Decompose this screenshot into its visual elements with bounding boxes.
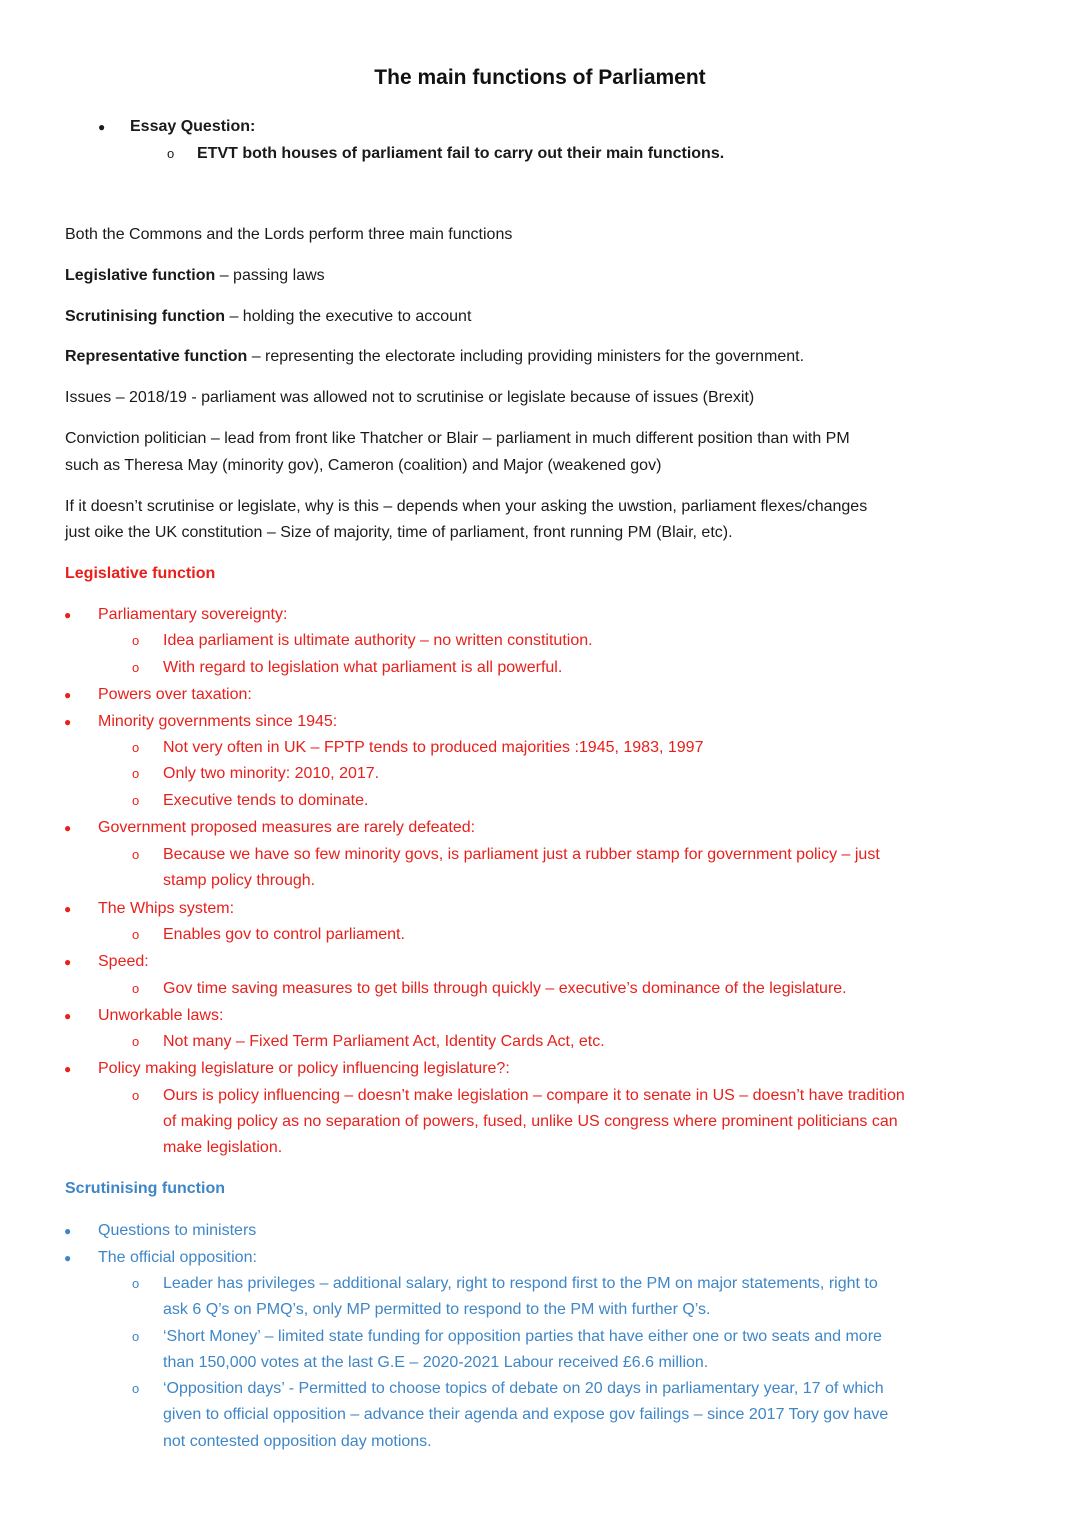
bullet-icon: ● <box>64 902 72 916</box>
bullet-icon: ● <box>64 1251 72 1265</box>
functions-intro: Both the Commons and the Lords perform three main functions <box>65 226 513 243</box>
legislative-point-6-sub-1: Gov time saving measures to get bills through quickly – executive’s dominance of the legislature. <box>163 980 847 997</box>
legislative-point-5: The Whips system: <box>98 900 235 917</box>
bullet-icon: ● <box>64 1224 72 1238</box>
legislative-point-5-sub-1: Enables gov to control parliament. <box>163 926 405 943</box>
bullet-icon: ● <box>64 688 72 702</box>
conviction-line-1: Conviction politician – lead from front like Thatcher or Blair – parliament in much different position than with PM <box>65 430 850 447</box>
legislative-point-4-sub-1-line-2: stamp policy through. <box>163 872 316 889</box>
legislative-point-1-sub-1: Idea parliament is ultimate authority – no written constitution. <box>163 632 593 649</box>
legislative-point-8-sub-1-line-3: make legislation. <box>163 1139 283 1156</box>
sub-bullet-icon: o <box>132 793 140 808</box>
scrutinising-point-1: Questions to ministers <box>98 1222 257 1239</box>
sub-bullet-icon: o <box>132 1329 140 1344</box>
legislative-point-7: Unworkable laws: <box>98 1007 224 1024</box>
legislative-point-1: Parliamentary sovereignty: <box>98 606 288 623</box>
issues-paragraph: Issues – 2018/19 - parliament was allowed not to scrutinise or legislate because of issues (Brexit) <box>65 389 755 406</box>
essay-label: Essay Question: <box>130 118 256 135</box>
legislative-point-3: Minority governments since 1945: <box>98 713 338 730</box>
scrutinise-line-1: If it doesn’t scrutinise or legislate, why is this – depends when your asking the uwstion, parliament flexes/changes <box>65 498 868 515</box>
sub-bullet-icon: o <box>132 927 140 942</box>
legislative-point-8-sub-1-line-1: Ours is policy influencing – doesn’t make legislation – compare it to senate in US – doesn’t have tradition <box>163 1087 905 1104</box>
sub-bullet-icon: o <box>132 766 140 781</box>
legislative-point-6: Speed: <box>98 953 149 970</box>
representative-def: – representing the electorate including providing ministers for the government. <box>247 348 805 365</box>
bullet-icon: ● <box>64 715 72 729</box>
bullet-icon: ● <box>64 608 72 622</box>
legislative-point-3-sub-2: Only two minority: 2010, 2017. <box>163 765 380 782</box>
scrutinise-line-2: just oike the UK constitution – Size of majority, time of parliament, front running PM (Blair, etc). <box>65 524 733 541</box>
sub-bullet-icon: o <box>132 1381 140 1396</box>
legislative-point-8-sub-1-line-2: of making policy as no separation of powers, fused, unlike US congress where prominent politicians can <box>163 1113 898 1130</box>
opposition-sub-3-line-3: not contested opposition day motions. <box>163 1433 432 1450</box>
scrutinising-def: – holding the executive to account <box>225 308 472 325</box>
sub-bullet-icon: o <box>132 633 140 648</box>
legislative-point-3-sub-1: Not very often in UK – FPTP tends to produced majorities :1945, 1983, 1997 <box>163 739 704 756</box>
opposition-sub-1-line-2: ask 6 Q’s on PMQ’s, only MP permitted to respond to the PM with further Q’s. <box>163 1301 711 1318</box>
legislative-term: Legislative function <box>65 267 216 284</box>
conviction-line-2: such as Theresa May (minority gov), Cameron (coalition) and Major (weakened gov) <box>65 457 662 474</box>
sub-bullet-icon: o <box>132 660 140 675</box>
page-title: The main functions of Parliament <box>374 66 706 89</box>
sub-bullet-icon: o <box>132 981 140 996</box>
bullet-icon: ● <box>64 1009 72 1023</box>
sub-bullet-icon: o <box>132 847 140 862</box>
opposition-sub-2-line-2: than 150,000 votes at the last G.E – 2020-2021 Labour received £6.6 million. <box>163 1354 709 1371</box>
legislative-definition <box>65 263 325 289</box>
legislative-point-4-sub-1-line-1: Because we have so few minority govs, is parliament just a rubber stamp for government policy – just <box>163 846 880 863</box>
scrutinising-definition <box>65 304 471 330</box>
opposition-sub-3-line-2: given to official opposition – advance their agenda and expose gov failings – since 2017 Tory gov have <box>163 1406 889 1423</box>
legislative-point-2: Powers over taxation: <box>98 686 252 703</box>
sub-bullet-icon: o <box>132 1034 140 1049</box>
legislative-point-4: Government proposed measures are rarely defeated: <box>98 819 476 836</box>
sub-bullet-icon: o <box>132 1276 140 1291</box>
sub-bullet-icon: o <box>132 740 140 755</box>
bullet-icon: ● <box>64 821 72 835</box>
bullet-icon: ● <box>64 1062 72 1076</box>
representative-definition <box>65 344 804 370</box>
legislative-heading: Legislative function <box>65 565 216 582</box>
opposition-sub-3-line-1: ‘Opposition days’ - Permitted to choose topics of debate on 20 days in parliamentary year, 17 of which <box>163 1380 884 1397</box>
bullet-icon: ● <box>64 955 72 969</box>
sub-bullet-icon: o <box>167 146 175 161</box>
opposition-sub-1-line-1: Leader has privileges – additional salary, right to respond first to the PM on major statements, right to <box>163 1275 878 1292</box>
scrutinising-heading: Scrutinising function <box>65 1180 225 1197</box>
essay-question: ETVT both houses of parliament fail to carry out their main functions. <box>197 145 725 162</box>
scrutinising-term: Scrutinising function <box>65 308 225 325</box>
bullet-icon: ● <box>98 120 106 134</box>
legislative-point-8: Policy making legislature or policy influencing legislature?: <box>98 1060 510 1077</box>
legislative-point-3-sub-3: Executive tends to dominate. <box>163 792 369 809</box>
scrutinising-point-2: The official opposition: <box>98 1249 257 1266</box>
sub-bullet-icon: o <box>132 1088 140 1103</box>
representative-term: Representative function <box>65 348 248 365</box>
legislative-point-1-sub-2: With regard to legislation what parliament is all powerful. <box>163 659 563 676</box>
legislative-def: – passing laws <box>215 267 325 284</box>
legislative-point-7-sub-1: Not many – Fixed Term Parliament Act, Identity Cards Act, etc. <box>163 1033 605 1050</box>
opposition-sub-2-line-1: ‘Short Money’ – limited state funding for opposition parties that have either one or two seats and more <box>163 1328 882 1345</box>
